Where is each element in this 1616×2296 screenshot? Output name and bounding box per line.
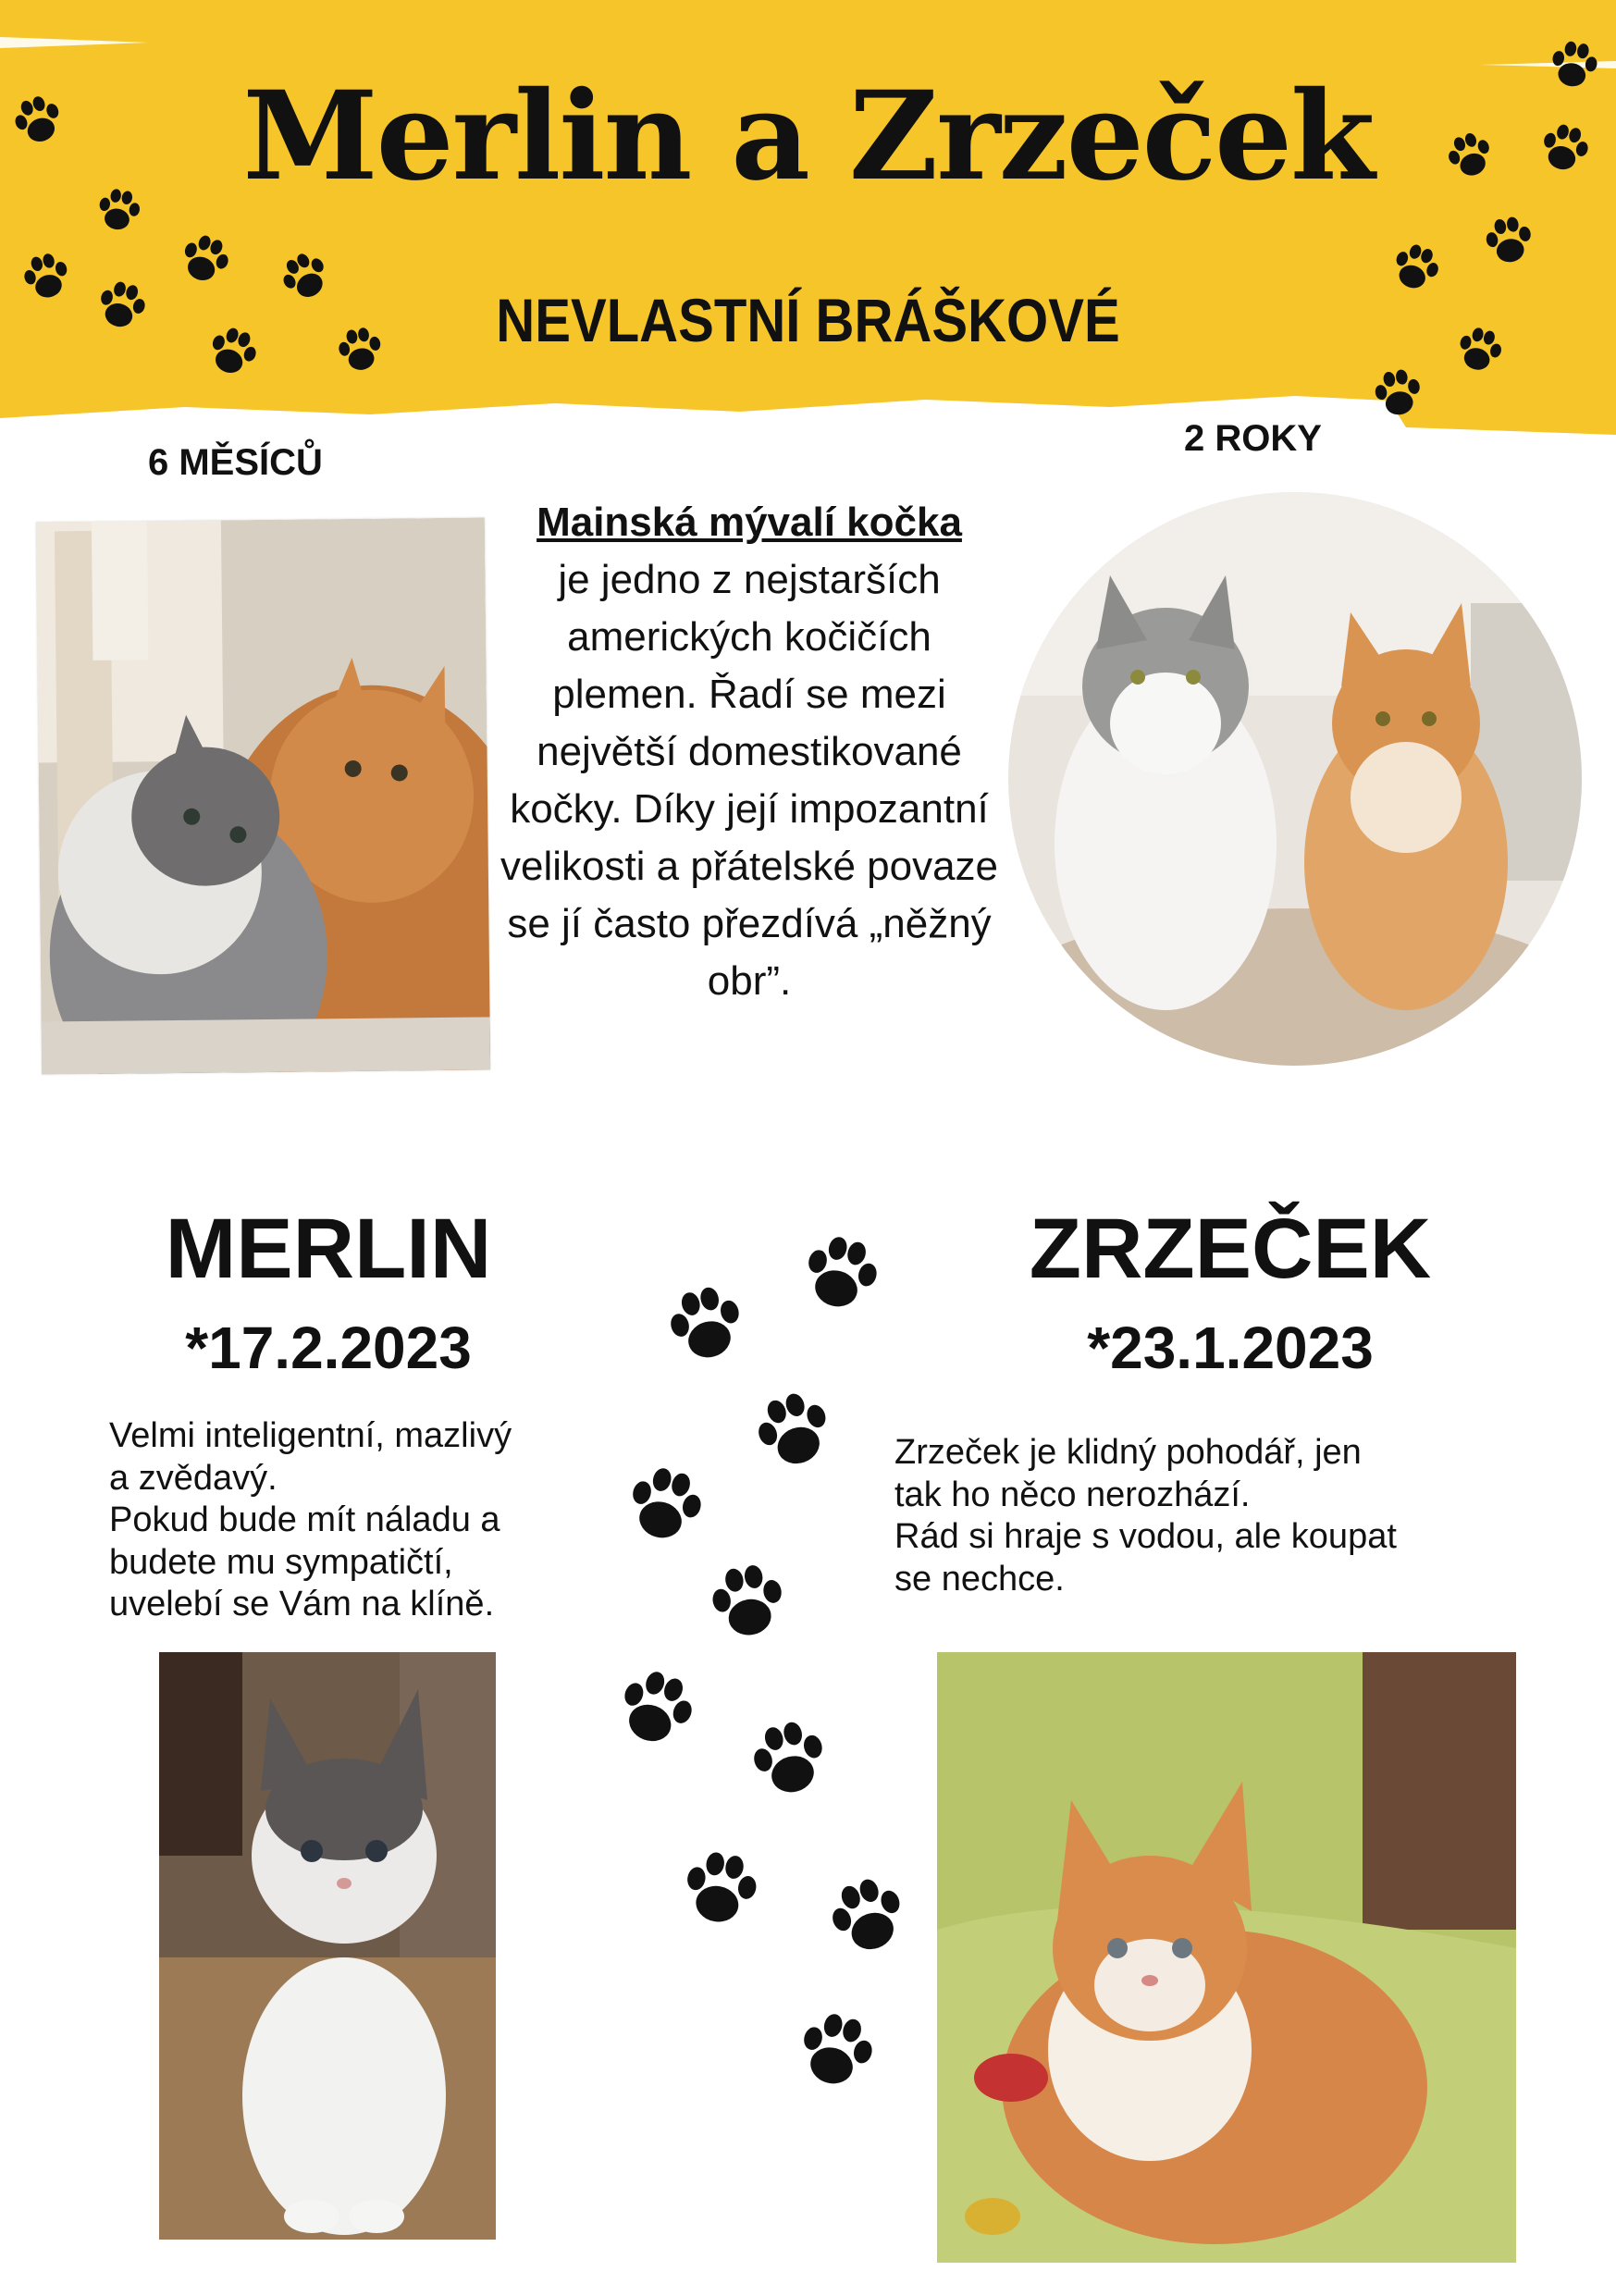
- merlin-name: MERLIN: [165, 1202, 492, 1296]
- breed-name: Mainská mývalí kočka: [537, 500, 962, 545]
- paw-print-icon: [610, 1451, 719, 1561]
- paw-print-icon: [1475, 208, 1542, 275]
- paw-print-icon: [781, 1997, 890, 2106]
- kittens-photo: [36, 517, 490, 1074]
- paw-print-icon: [598, 1652, 711, 1766]
- paw-print-icon: [668, 1838, 771, 1941]
- paw-print-icon: [810, 1860, 924, 1974]
- desc-line: budete mu sympatičtí,: [109, 1542, 453, 1582]
- page-subtitle: NEVLASTNÍ BRÁŠKOVÉ: [496, 286, 1120, 354]
- desc-line: Rád si hraje s vodou, ale koupat: [894, 1517, 1397, 1557]
- desc-line: Pokud bude mít náladu a: [109, 1500, 500, 1540]
- paw-print-icon: [328, 319, 390, 381]
- zrzecek-name: ZRZEČEK: [1029, 1202, 1432, 1296]
- merlin-photo: [159, 1652, 496, 2240]
- paw-print-icon: [89, 181, 149, 241]
- paw-print-icon: [1364, 361, 1431, 427]
- desc-line: se nechce.: [894, 1559, 1065, 1599]
- desc-line: Zrzeček je klidný pohodář, jen: [894, 1433, 1362, 1472]
- breed-description: je jedno z nejstarších amerických kočičích plemen. Řadí se mezi největší domestikované kočky. Díky její impozantní velikosti a přátelské povaze se jí často přezdívá „něžný obr”.: [500, 557, 999, 1005]
- page-title: Merlin a Zrzeček: [242, 65, 1374, 208]
- breed-intro: [500, 494, 999, 1010]
- zrzecek-birthdate: *23.1.2023: [1087, 1315, 1374, 1381]
- paw-print-icon: [696, 1551, 798, 1654]
- paw-print-icon: [1540, 32, 1607, 99]
- desc-line: uvelebí se Vám na klíně.: [109, 1585, 495, 1624]
- merlin-birthdate: *17.2.2023: [185, 1315, 472, 1381]
- paw-print-icon: [785, 1220, 894, 1329]
- age-label-kittens: 6 MĚSÍCŮ: [148, 442, 323, 483]
- adult-cats-photo: [1008, 492, 1582, 1066]
- merlin-description: [109, 1415, 609, 1626]
- zrzecek-description: [894, 1432, 1533, 1600]
- age-label-adults: 2 ROKY: [1184, 418, 1322, 459]
- paw-print-icon: [734, 1706, 844, 1815]
- desc-line: Velmi inteligentní, mazlivý: [109, 1416, 512, 1455]
- zrzecek-photo: [937, 1652, 1516, 2263]
- desc-line: a zvědavý.: [109, 1458, 278, 1498]
- paw-print-icon: [736, 1375, 850, 1488]
- paw-print-icon: [651, 1271, 760, 1380]
- desc-line: tak ho něco nerozhází.: [894, 1475, 1251, 1514]
